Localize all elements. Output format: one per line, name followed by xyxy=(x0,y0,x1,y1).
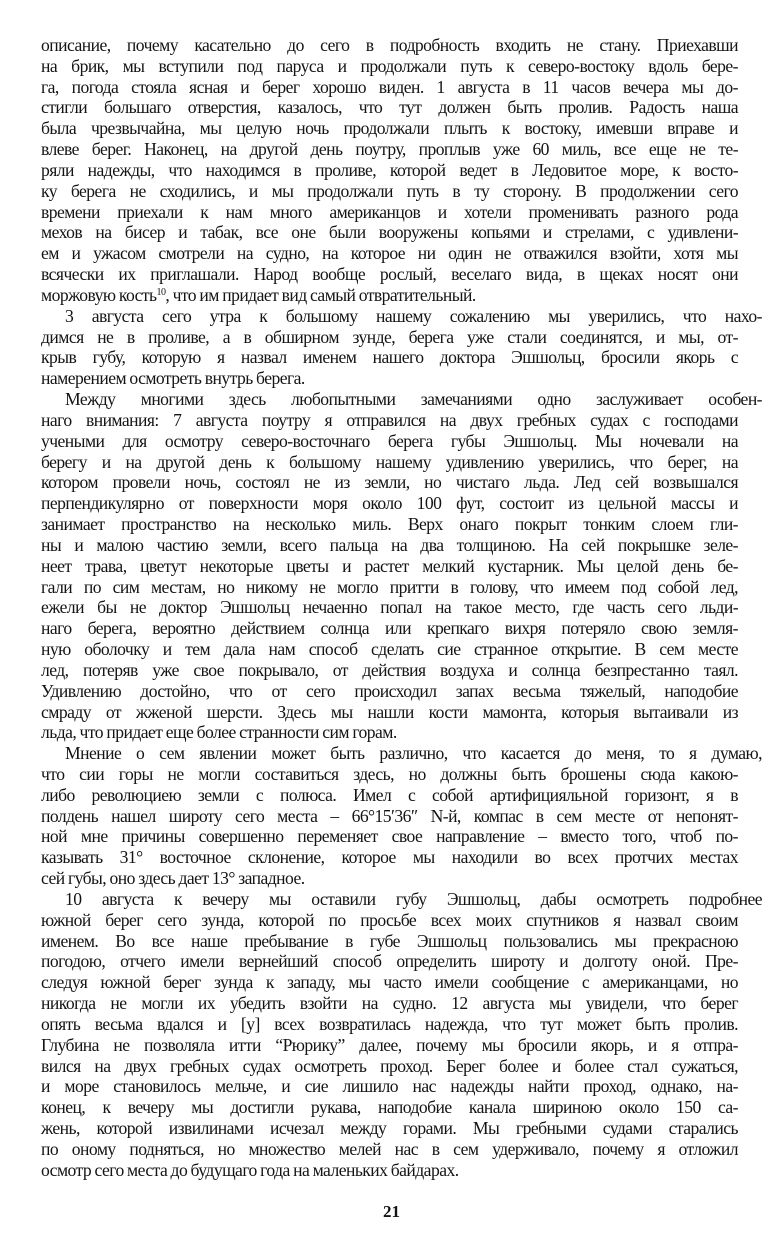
text-line: жень, которой извилинами исчезал между горами. Мы гребными судами старались xyxy=(41,1118,738,1139)
text-fragment: , что им придает вид самый отвратительный. xyxy=(165,284,476,305)
text-line: южной берег сего зунда, которой по просьбе всех моих спутников я назвал своим xyxy=(41,909,738,930)
text-line: сей губы, оно здесь дает 13° западное. xyxy=(41,868,305,889)
text-line: учеными для осмотру северо-восточнаго берега губы Эшшольц. Мы ночевали на xyxy=(41,430,738,451)
text-line: крыв губу, которую я назвал именем нашего доктора Эшшольц, бросили якорь с xyxy=(41,347,738,368)
text-line: времени приехали к нам много американцов и хотели променивать разного рода xyxy=(41,201,738,222)
text-line: Удивлению достойно, что от сего происходил запах весьма тяжелый, наподобие xyxy=(41,680,738,701)
text-line: по оному подняться, но множество мелей нас в сем удерживало, почему я отложил xyxy=(41,1138,738,1159)
text-line: Мнение о сем явлении может быть различно, что касается до меня, то я думаю, xyxy=(65,743,762,764)
text-line: стигли большаго отверстия, казалось, что тут должен быть пролив. Радость наша xyxy=(41,97,738,118)
text-line: ряли надежды, что находимся в проливе, которой ведет в Ледовитое море, к восто- xyxy=(41,159,738,180)
text-line: занимает пространство на несколько миль. Верх онаго покрыт тонким слоем гли- xyxy=(41,514,738,535)
text-line: погодою, отчего имели вернейший способ определить широту и долготу оной. Пре- xyxy=(41,951,738,972)
text-line: гали по сим местам, но никому не могло притти в голову, что имеем под собой лед, xyxy=(41,576,738,597)
text-line: ем и ужасом смотрели на судно, на которое ни один не отважился взойти, хотя мы xyxy=(41,243,738,264)
paragraph-4 xyxy=(41,743,762,889)
text-line: котором провели ночь, состоял не из земли, но чистаго льда. Лед сей возвышался xyxy=(41,472,738,493)
text-line: вился на двух гребных судах осмотреть проход. Берег более и более стал сужаться, xyxy=(41,1055,738,1076)
page-number: 21 xyxy=(383,1202,400,1221)
text-line: описание, почему касательно до сего в подробность входить не стану. Приехавши xyxy=(41,35,738,55)
text-line: опять весьма вдался и [у] всех возвратилась надежда, что тут может быть пролив. xyxy=(41,1013,738,1034)
text-line: Глубина не позволяла итти “Рюрику” далее, почему мы бросили якорь, и я отпра- xyxy=(41,1034,738,1055)
text-line: осмотр сего места до будущаго года на маленьких байдарах. xyxy=(41,1159,459,1180)
text-line: всячески их приглашали. Народ вообще рослый, веселаго вида, в щеках носят они xyxy=(41,264,738,285)
text-line: ку берега не сходились, и мы продолжали путь в ту сторону. В продолжении сего xyxy=(41,180,738,201)
text-line: 3 августа сего утра к большому нашему сожалению мы уверились, что нахо- xyxy=(65,305,762,326)
footnote-marker[interactable]: 10 xyxy=(156,286,166,298)
text-line: была чрезвычайна, мы целую ночь продолжали плыть к востоку, имевши вправе и xyxy=(41,118,738,139)
text-line xyxy=(41,285,476,306)
text-line: и море становилось мельче, и сие лишило нас надежды найти проход, однако, на- xyxy=(41,1076,738,1097)
text-line: мехов на бисер и табак, все оне были вооружены копьями и стрелами, с удивлени- xyxy=(41,222,738,243)
text-fragment: моржовую кость xyxy=(41,284,157,305)
text-line: ной мне причины совершенно переменяет свое направление – вместо того, чтоб по- xyxy=(41,826,738,847)
paragraph-5 xyxy=(41,888,762,1181)
text-line: наго берега, вероятно действием солнца или крепкаго вихря потеряло свою земля- xyxy=(41,618,738,639)
text-line: 10 августа к вечеру мы оставили губу Эшшольц, дабы осмотреть подробнее xyxy=(65,888,762,909)
text-line: берегу и на другой день к большому нашему удивлению уверились, что берег, на xyxy=(41,451,738,472)
text-line: казывать 31° восточное склонение, которое мы находили во всех протчих местах xyxy=(41,847,738,868)
text-line: перпендикулярно от поверхности моря около 100 фут, состоит из цельной массы и xyxy=(41,493,738,514)
text-line: Между многими здесь любопытными замечаниями одно заслуживает особен- xyxy=(65,389,762,410)
text-line: именем. Во все наше пребывание в губе Эшшольц пользовались мы прекрасною xyxy=(41,930,738,951)
paragraph-2 xyxy=(41,305,762,389)
text-line: смраду от жженой шерсти. Здесь мы нашли кости мамонта, которыя вытаивали из xyxy=(41,701,738,722)
text-line: ежели бы не доктор Эшшольц нечаенно попал на такое место, где часть сего льди- xyxy=(41,597,738,618)
paragraph-1 xyxy=(41,35,738,306)
text-line: намерением осмотреть внутрь берега. xyxy=(41,368,305,389)
text-line: влеве берег. Наконец, на другой день поутру, проплыв уже 60 миль, все еще не те- xyxy=(41,139,738,160)
text-line: ную оболочку и тем дала нам способ сделать сие странное открытие. В сем месте xyxy=(41,639,738,660)
text-line: наго внимания: 7 августа поутру я отправился на двух гребных судах с господами xyxy=(41,409,738,430)
text-line: либо революциею земли с полюса. Имел с собой артифицияльной горизонт, я в xyxy=(41,784,738,805)
page-body xyxy=(41,35,762,1181)
text-line: что сии горы не могли составиться здесь, но должны быть брошены сюда какою- xyxy=(41,763,738,784)
text-line: конец, к вечеру мы достигли рукава, наподобие канала шириною около 150 са- xyxy=(41,1097,738,1118)
text-line: ны и малою частию земли, всего пальца на два толщиною. На сей покрышке зеле- xyxy=(41,534,738,555)
text-line: никогда не могли их убедить взойти на судно. 12 августа мы увидели, что берег xyxy=(41,993,738,1014)
text-line: неет трава, цветут некоторые цветы и растет мелкий кустарник. Мы целой день бе- xyxy=(41,555,738,576)
text-line: полдень нашел широту сего места – 66°15′36″ N-й, компас в сем месте от непонят- xyxy=(41,805,738,826)
paragraph-3 xyxy=(41,389,762,743)
text-line: следуя южной берег зунда к западу, мы часто имели сообщение с американцами, но xyxy=(41,972,738,993)
text-line: лед, потеряв уже свое покрывало, от действия воздуха и солнца безпрестанно таял. xyxy=(41,659,738,680)
text-line: льда, что придает еще более странности сим горам. xyxy=(41,722,397,743)
text-line: на брик, мы вступили под паруса и продолжали путь к северо-востоку вдоль бере- xyxy=(41,55,738,76)
text-line: димся не в проливе, а в обширном зунде, берега уже стали соединятся, и мы, от- xyxy=(41,326,738,347)
text-line: га, погода стояла ясная и берег хорошо виден. 1 августа в 11 часов вечера мы до- xyxy=(41,76,738,97)
